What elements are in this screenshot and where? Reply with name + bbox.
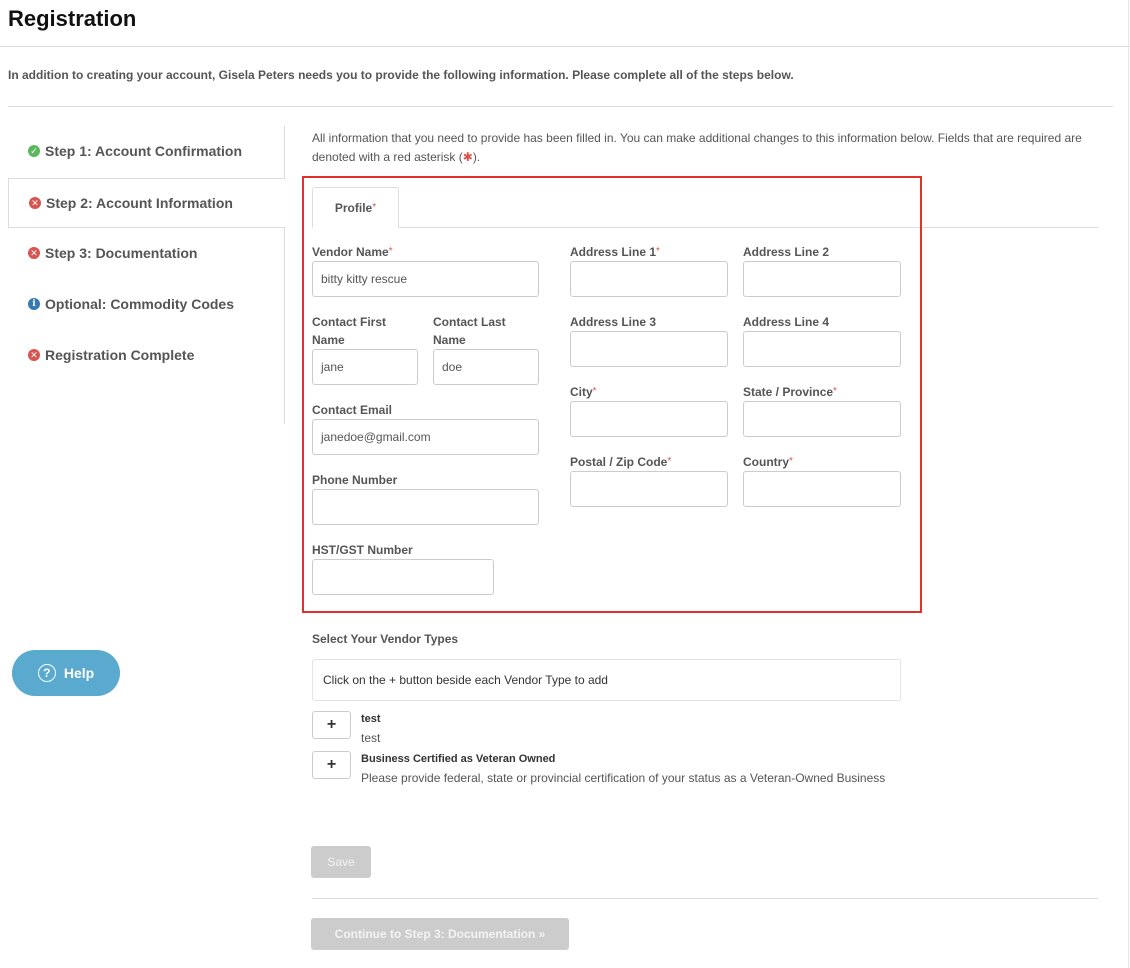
required-mark: * bbox=[372, 202, 377, 213]
right-divider bbox=[1128, 0, 1129, 968]
continue-button[interactable]: Continue to Step 3: Documentation » bbox=[311, 918, 569, 950]
asterisk-icon: ✱ bbox=[462, 150, 473, 164]
help-label: Help bbox=[63, 665, 95, 681]
address-line-2-label: Address Line 2 bbox=[743, 245, 830, 259]
add-vendor-type-button[interactable]: + bbox=[312, 751, 351, 779]
vendor-type-title: Business Certified as Veteran Owned bbox=[361, 753, 556, 765]
step-label: Registration Complete bbox=[45, 347, 195, 363]
contact-email-input[interactable]: janedoe@gmail.com bbox=[312, 419, 539, 455]
step-registration-complete[interactable] bbox=[8, 330, 285, 380]
country-label: Country* bbox=[743, 455, 793, 469]
times-circle-icon: ✕ bbox=[28, 247, 40, 259]
postal-zip-code-label: Postal / Zip Code* bbox=[570, 455, 672, 469]
vendor-types-label: Select Your Vendor Types bbox=[312, 632, 459, 646]
step-label: Optional: Commodity Codes bbox=[45, 296, 234, 312]
vendor-type-description: test bbox=[361, 731, 381, 745]
info-text: All information that you need to provide has been filled in. You can make additional changes to this information below. Fields that are required are denoted with a red asterisk ( bbox=[312, 131, 1082, 164]
vendor-types-hint: Click on the + button beside each Vendor Type to add bbox=[312, 659, 901, 701]
address-line-4-label: Address Line 4 bbox=[743, 315, 830, 329]
info-text-end: ). bbox=[472, 150, 481, 164]
page-header bbox=[0, 0, 1130, 47]
question-circle-icon: ? bbox=[38, 664, 56, 682]
help-button[interactable] bbox=[12, 650, 120, 696]
city-label: City* bbox=[570, 385, 597, 399]
times-circle-icon: ✕ bbox=[29, 197, 41, 209]
times-circle-icon: ✕ bbox=[28, 349, 40, 361]
step-label: Step 1: Account Confirmation bbox=[45, 143, 243, 159]
address-line-3-label: Address Line 3 bbox=[570, 315, 657, 329]
page-title: Registration bbox=[8, 6, 137, 31]
add-vendor-type-button[interactable]: + bbox=[312, 711, 351, 739]
hst-gst-number-label: HST/GST Number bbox=[312, 543, 413, 557]
step-documentation[interactable] bbox=[8, 228, 285, 278]
vendor-type-description: Please provide federal, state or provincial certification of your status as a Veteran-Owned Business bbox=[361, 771, 886, 785]
state-province-label: State / Province* bbox=[743, 385, 837, 399]
check-circle-icon: ✓ bbox=[28, 145, 40, 157]
steps-sidebar bbox=[8, 126, 285, 424]
info-message bbox=[312, 129, 1112, 167]
save-button[interactable]: Save bbox=[311, 846, 371, 878]
contact-last-name-label: Contact Last Name bbox=[433, 315, 506, 347]
contact-first-name-label: Contact First Name bbox=[312, 315, 387, 347]
profile-highlight-box bbox=[302, 176, 922, 613]
tab-label: Profile bbox=[334, 200, 373, 215]
contact-last-name-input[interactable]: doe bbox=[433, 349, 539, 385]
step-label: Step 2: Account Information bbox=[46, 195, 233, 211]
info-circle-icon: i bbox=[28, 298, 40, 310]
intro-divider bbox=[8, 106, 1113, 107]
contact-email-label: Contact Email bbox=[312, 403, 393, 417]
step-label: Step 3: Documentation bbox=[45, 245, 198, 261]
vendor-name-input[interactable]: bitty kitty rescue bbox=[312, 261, 539, 297]
vendor-type-title: test bbox=[361, 713, 381, 725]
contact-first-name-input[interactable]: jane bbox=[312, 349, 418, 385]
intro-text: In addition to creating your account, Gisela Peters needs you to provide the following information. Please complete all of the steps below. bbox=[8, 68, 794, 82]
step-account-confirmation[interactable] bbox=[8, 126, 285, 176]
actions-divider bbox=[312, 898, 1098, 899]
step-commodity-codes[interactable] bbox=[8, 279, 285, 329]
step-account-information[interactable] bbox=[8, 178, 286, 228]
address-line-1-label: Address Line 1* bbox=[570, 245, 660, 259]
phone-number-label: Phone Number bbox=[312, 473, 398, 487]
vendor-name-label: Vendor Name* bbox=[312, 245, 393, 259]
